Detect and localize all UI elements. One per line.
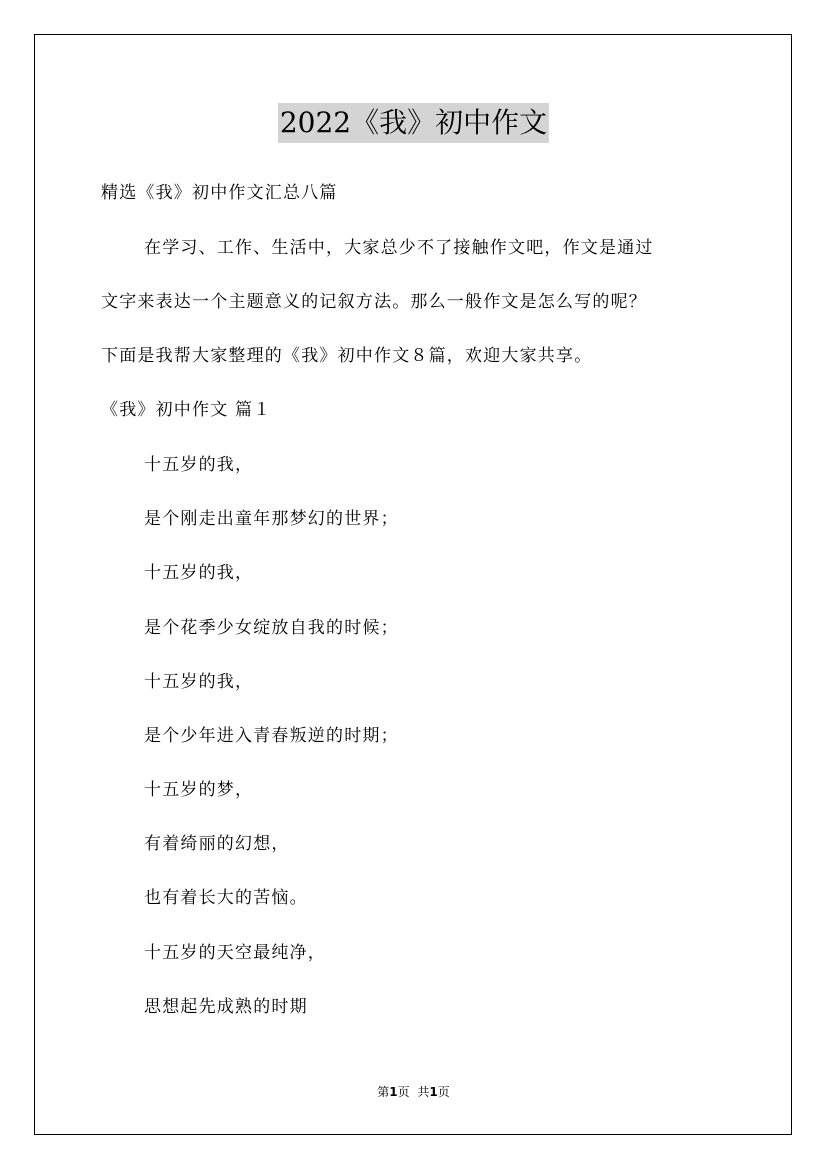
poem-line: 是个少年进入青春叛逆的时期； [144, 726, 399, 746]
poem-line: 是个花季少女绽放自我的时候； [144, 618, 399, 638]
poem-line: 十五岁的梦， [144, 780, 254, 800]
poem-line: 思想起先成熟的时期 [144, 997, 308, 1017]
intro-line-2: 文字来表达一个主题意义的记叙方法。那么一般作文是怎么写的呢？ [101, 292, 647, 312]
intro-line-1: 在学习、工作、生活中，大家总少不了接触作文吧，作文是通过 [144, 238, 654, 258]
intro-line-3: 下面是我帮大家整理的《我》初中作文８篇，欢迎大家共享。 [101, 346, 593, 366]
poem-line: 十五岁的我， [144, 563, 254, 583]
section-heading: 《我》初中作文 篇１ [101, 400, 272, 420]
poem-line: 也有着长大的苦恼。 [144, 888, 308, 908]
footer-page-prefix: 第 [377, 1085, 390, 1099]
poem-line: 十五岁的我， [144, 455, 254, 475]
title-container [0, 103, 827, 143]
footer-total-suffix: 页 [437, 1085, 450, 1099]
footer-total-pages: 1 [429, 1085, 438, 1099]
document-title: 2022《我》初中作文 [278, 103, 549, 143]
poem-line: 十五岁的我， [144, 672, 254, 692]
document-subtitle: 精选《我》初中作文汇总八篇 [101, 183, 338, 203]
poem-line: 十五岁的天空最纯净， [144, 943, 326, 963]
poem-line: 是个刚走出童年那梦幻的世界； [144, 509, 399, 529]
footer-page-number: 1 [389, 1085, 398, 1099]
footer-page-suffix: 页 [397, 1085, 410, 1099]
page-footer [0, 1084, 827, 1100]
footer-total-prefix: 共 [417, 1085, 430, 1099]
poem-line: 有着绮丽的幻想， [144, 834, 290, 854]
